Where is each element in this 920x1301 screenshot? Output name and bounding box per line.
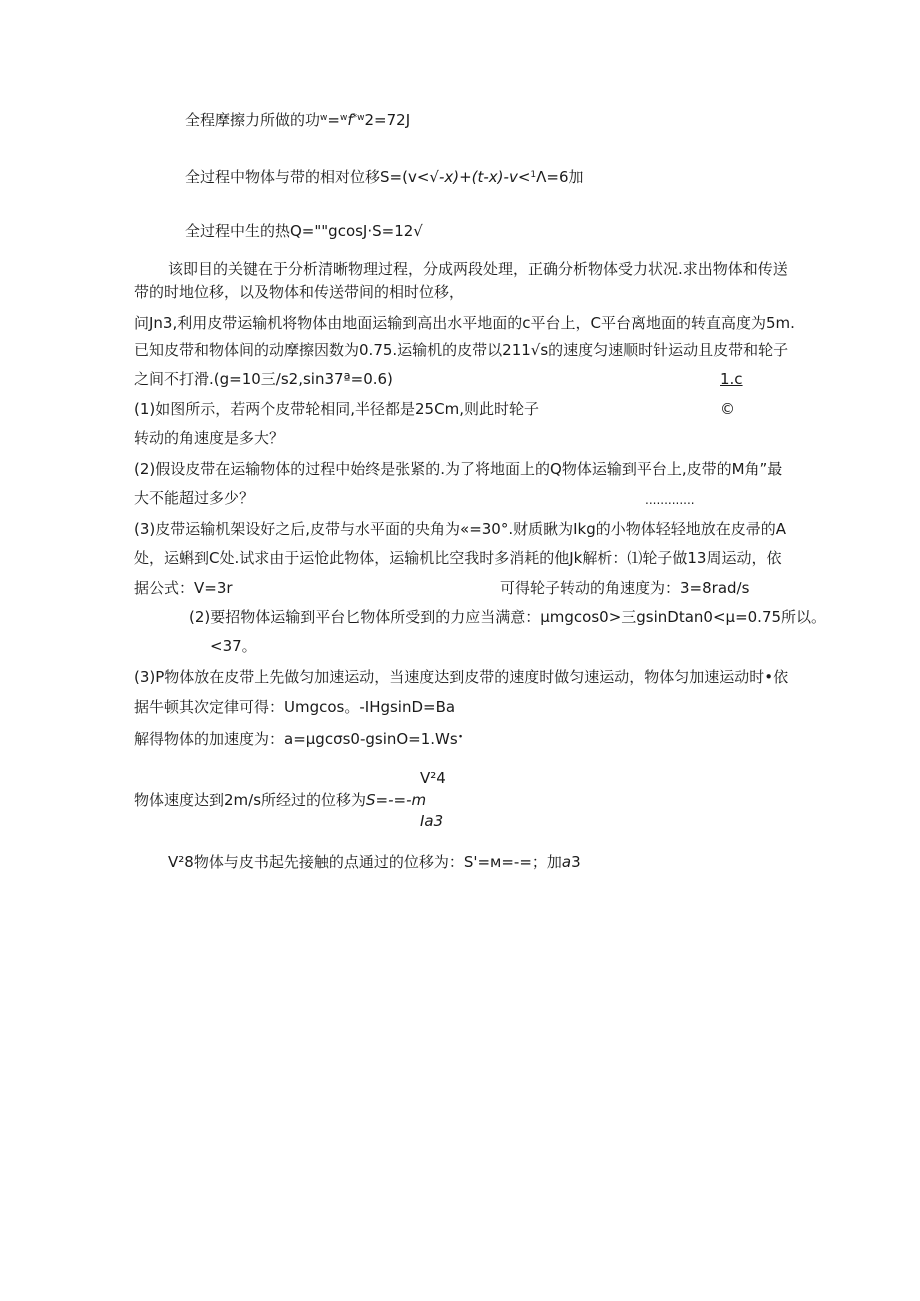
fraction-numerator: V²4 [420, 769, 446, 787]
fraction-denominator [420, 811, 443, 831]
figure-label: 1.c [720, 370, 743, 388]
paragraph-analysis-line1: 该即目的关键在于分析清晰物理过程，分成两段处理，正确分析物体受力状况.求出物体和传送 [168, 260, 788, 278]
text: 3 [571, 853, 581, 871]
text: f [347, 111, 353, 129]
question-1-line2: 转动的角速度是多大？ [134, 429, 285, 447]
text: 解得物体的加速度为：a=μgcσs0-gsinO=1.Ws [134, 730, 458, 748]
question-3-line2: 处，运蝌到C处.试求由于运怆此物体，运输机比空我时多消耗的他Jk解析：⑴轮子做13周运动，依 [134, 549, 782, 567]
text: Λ=6加 [536, 168, 584, 186]
question-2-line2: 大不能超过多少？ [134, 489, 255, 507]
angular-speed-result: 可得轮子转动的角速度为：3=8rad∕s [500, 579, 750, 597]
problem-line2: 已知皮带和物体间的动摩擦因数为0.75.运输机的皮带以211√s的速度匀速顺时针运动且皮带和轮子 [134, 341, 789, 359]
text: 全程摩擦力所做的功 [185, 111, 321, 129]
text: a [561, 853, 572, 871]
text: √-x)+(t-x)-v< [429, 168, 531, 186]
text: = [327, 111, 340, 129]
superscript: w [320, 113, 328, 123]
answer-3-line1: (3)P物体放在皮带上先做匀加速运动，当速度达到皮带的速度时做匀速运动，物体匀加速运动时•依 [134, 668, 789, 686]
superscript: *w [352, 113, 365, 123]
paragraph-analysis-line2: 带的时地位移，以及物体和传送带间的相时位移， [134, 283, 465, 301]
line-friction-work [185, 108, 410, 130]
line-relative-displacement [185, 165, 584, 187]
text: 全过程中物体与带的相对位移S=(v< [185, 168, 430, 186]
answer-2-line1: (2)要招物体运输到平台匕物体所受到的力应当满意：μmgcos0>三gsinDtan0<μ=0.75所以。 [189, 608, 827, 626]
text: 物体速度达到2m∕s所经过的位移为 [134, 791, 367, 809]
answer-2-line2: <37。 [210, 637, 257, 655]
superscript: ∙ [457, 732, 464, 742]
answer-3-line3 [134, 727, 463, 749]
question-3-line1: (3)皮带运输机架设好之后,皮带与水平面的央角为«=30°.财质瞅为Ikg的小物体轻轻地放在皮帚的A [134, 520, 787, 538]
displacement-line [134, 790, 426, 810]
subscript: 1 [530, 170, 537, 180]
question-2-line1: (2)假设皮带在运输物体的过程中始终是张紧的.为了将地面上的Q物体运输到平台上,皮带的M角”最 [134, 460, 783, 478]
question-1-line1: (1)如图所示，若两个皮带轮相同,半径都是25Cm,则此时轮子 [134, 400, 539, 418]
text: Ia3 [420, 812, 444, 830]
text: V²8物体与皮书起先接触的点通过的位移为：S'=м=-=；加 [168, 853, 562, 871]
contact-point-displacement [168, 852, 581, 872]
problem-line3: 之间不打滑.(g=10三∕s2,sin37ª=0.6) [134, 370, 393, 388]
question-3-line3: 据公式：V=3r [134, 579, 233, 597]
line-heat: 全过程中生的热Q=""gcosJ·S=12√ [185, 222, 423, 240]
text: 2=72J [364, 111, 411, 129]
superscript: w [339, 113, 348, 123]
dotted-leader: ............. [645, 493, 695, 507]
copyright-symbol: © [720, 400, 735, 418]
problem-line1: 问Jn3,利用皮带运输机将物体由地面运输到高出水平地面的c平台上，C平台离地面的转直高度为5m. [134, 314, 795, 332]
formula: S=-=-m [366, 791, 427, 809]
answer-3-line2: 据牛顿其次定律可得：Umgcos。-IHgsinD=Ba [134, 698, 456, 716]
